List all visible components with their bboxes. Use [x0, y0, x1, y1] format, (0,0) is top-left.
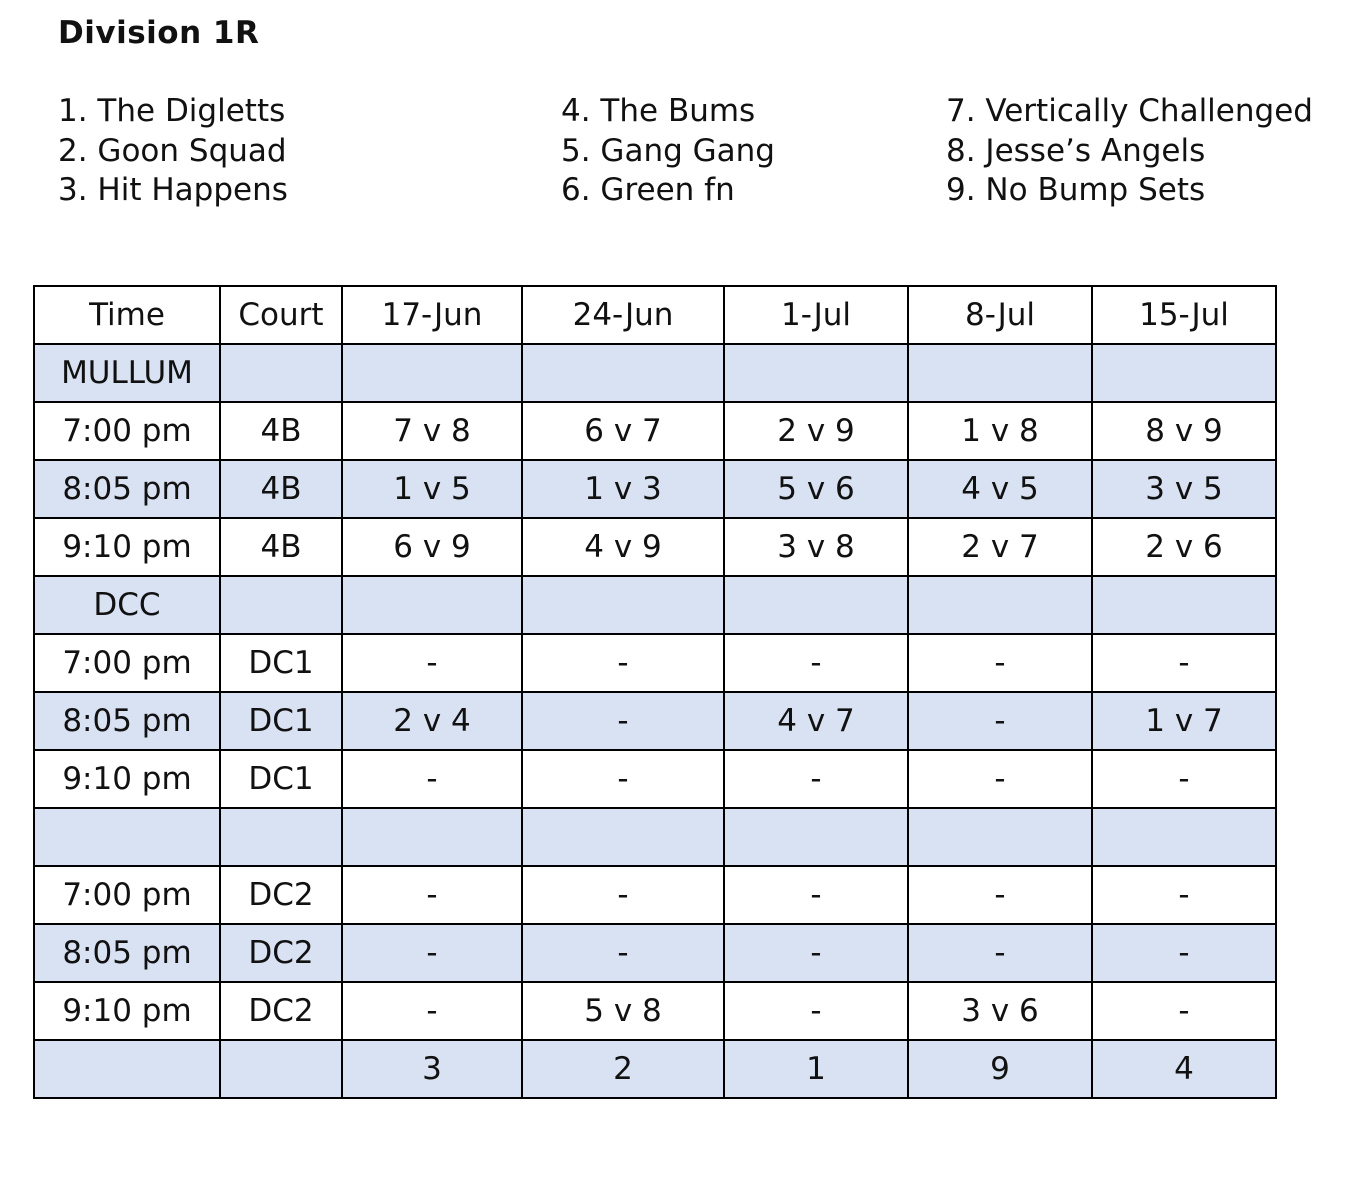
match-cell: 2 v 7 — [908, 518, 1092, 576]
table-row — [34, 808, 1276, 866]
table-row — [34, 692, 1276, 750]
table-row — [34, 750, 1276, 808]
match-cell: 3 v 6 — [908, 982, 1092, 1040]
match-cell: - — [908, 750, 1092, 808]
time-cell: 9:10 pm — [34, 750, 220, 808]
match-cell: 2 v 6 — [1092, 518, 1276, 576]
team-item: 2. Goon Squad — [58, 132, 287, 169]
time-cell: 8:05 pm — [34, 924, 220, 982]
match-cell: - — [724, 634, 908, 692]
match-cell: 1 v 3 — [522, 460, 724, 518]
time-cell: 7:00 pm — [34, 866, 220, 924]
match-cell: - — [522, 750, 724, 808]
match-cell: 5 v 8 — [522, 982, 724, 1040]
team-list-column-2 — [561, 92, 775, 211]
match-cell: 1 v 7 — [1092, 692, 1276, 750]
court-cell — [220, 344, 342, 402]
time-cell: 8:05 pm — [34, 692, 220, 750]
match-cell: - — [724, 750, 908, 808]
header-date: 1-Jul — [724, 286, 908, 344]
match-cell: 3 v 8 — [724, 518, 908, 576]
match-cell: - — [1092, 750, 1276, 808]
match-cell: 2 — [522, 1040, 724, 1098]
header-time: Time — [34, 286, 220, 344]
team-item: 5. Gang Gang — [561, 132, 775, 169]
match-cell: 9 — [908, 1040, 1092, 1098]
match-cell: 2 v 9 — [724, 402, 908, 460]
match-cell: - — [522, 924, 724, 982]
match-cell: 4 v 7 — [724, 692, 908, 750]
header-date: 17-Jun — [342, 286, 522, 344]
match-cell: - — [724, 866, 908, 924]
match-cell: - — [342, 750, 522, 808]
match-cell: - — [342, 866, 522, 924]
court-cell: DC1 — [220, 750, 342, 808]
match-cell: - — [522, 866, 724, 924]
table-row — [34, 402, 1276, 460]
team-item: 1. The Digletts — [58, 93, 286, 129]
match-cell: - — [522, 634, 724, 692]
court-cell: 4B — [220, 518, 342, 576]
court-cell: DC2 — [220, 924, 342, 982]
time-cell: 8:05 pm — [34, 460, 220, 518]
match-cell: - — [342, 924, 522, 982]
match-cell: - — [1092, 982, 1276, 1040]
team-item: 8. Jesse’s Angels — [946, 132, 1206, 169]
match-cell: - — [522, 692, 724, 750]
match-cell — [908, 808, 1092, 866]
match-cell: 6 v 7 — [522, 402, 724, 460]
match-cell: - — [1092, 634, 1276, 692]
match-cell — [908, 344, 1092, 402]
court-cell: DC2 — [220, 982, 342, 1040]
match-cell: 7 v 8 — [342, 402, 522, 460]
time-cell: 7:00 pm — [34, 402, 220, 460]
match-cell: 1 v 8 — [908, 402, 1092, 460]
table-row — [34, 1040, 1276, 1098]
time-cell: MULLUM — [34, 344, 220, 402]
court-cell — [220, 1040, 342, 1098]
court-cell: 4B — [220, 460, 342, 518]
court-cell — [220, 808, 342, 866]
match-cell — [1092, 344, 1276, 402]
match-cell: - — [908, 924, 1092, 982]
match-cell: 1 — [724, 1040, 908, 1098]
court-cell: DC1 — [220, 634, 342, 692]
match-cell — [522, 808, 724, 866]
match-cell: 4 — [1092, 1040, 1276, 1098]
match-cell: - — [1092, 866, 1276, 924]
table-row — [34, 866, 1276, 924]
match-cell — [1092, 808, 1276, 866]
match-cell — [724, 808, 908, 866]
match-cell — [522, 344, 724, 402]
match-cell — [342, 808, 522, 866]
match-cell — [342, 344, 522, 402]
time-cell: 9:10 pm — [34, 518, 220, 576]
fixture-table — [33, 285, 1277, 1099]
match-cell: - — [724, 982, 908, 1040]
table-row — [34, 518, 1276, 576]
match-cell: - — [342, 982, 522, 1040]
team-item: 7. Vertically Challenged — [946, 93, 1313, 129]
court-cell — [220, 576, 342, 634]
team-item: 9. No Bump Sets — [946, 172, 1206, 208]
match-cell: - — [1092, 924, 1276, 982]
team-list-column-3 — [946, 92, 1313, 211]
table-row — [34, 344, 1276, 402]
time-cell: DCC — [34, 576, 220, 634]
time-cell — [34, 1040, 220, 1098]
table-row — [34, 460, 1276, 518]
team-list-column-1 — [58, 92, 288, 211]
table-header-row — [34, 286, 1276, 344]
match-cell: - — [908, 692, 1092, 750]
time-cell: 7:00 pm — [34, 634, 220, 692]
time-cell — [34, 808, 220, 866]
match-cell: 5 v 6 — [724, 460, 908, 518]
match-cell: 2 v 4 — [342, 692, 522, 750]
header-court: Court — [220, 286, 342, 344]
match-cell — [724, 576, 908, 634]
match-cell: 8 v 9 — [1092, 402, 1276, 460]
table-row — [34, 634, 1276, 692]
header-date: 24-Jun — [522, 286, 724, 344]
match-cell: - — [724, 924, 908, 982]
match-cell: 3 v 5 — [1092, 460, 1276, 518]
match-cell — [724, 344, 908, 402]
match-cell — [342, 576, 522, 634]
match-cell: - — [342, 634, 522, 692]
team-item: 4. The Bums — [561, 93, 756, 129]
header-date: 8-Jul — [908, 286, 1092, 344]
match-cell — [908, 576, 1092, 634]
match-cell: - — [908, 866, 1092, 924]
table-row — [34, 576, 1276, 634]
time-cell: 9:10 pm — [34, 982, 220, 1040]
match-cell: 3 — [342, 1040, 522, 1098]
table-row — [34, 924, 1276, 982]
court-cell: 4B — [220, 402, 342, 460]
match-cell: - — [908, 634, 1092, 692]
court-cell: DC2 — [220, 866, 342, 924]
match-cell: 1 v 5 — [342, 460, 522, 518]
match-cell — [522, 576, 724, 634]
match-cell: 6 v 9 — [342, 518, 522, 576]
match-cell — [1092, 576, 1276, 634]
team-item: 6. Green fn — [561, 172, 735, 208]
table-row — [34, 982, 1276, 1040]
match-cell: 4 v 5 — [908, 460, 1092, 518]
division-title: Division 1R — [58, 15, 260, 51]
match-cell: 4 v 9 — [522, 518, 724, 576]
team-item: 3. Hit Happens — [58, 172, 288, 208]
court-cell: DC1 — [220, 692, 342, 750]
header-date: 15-Jul — [1092, 286, 1276, 344]
